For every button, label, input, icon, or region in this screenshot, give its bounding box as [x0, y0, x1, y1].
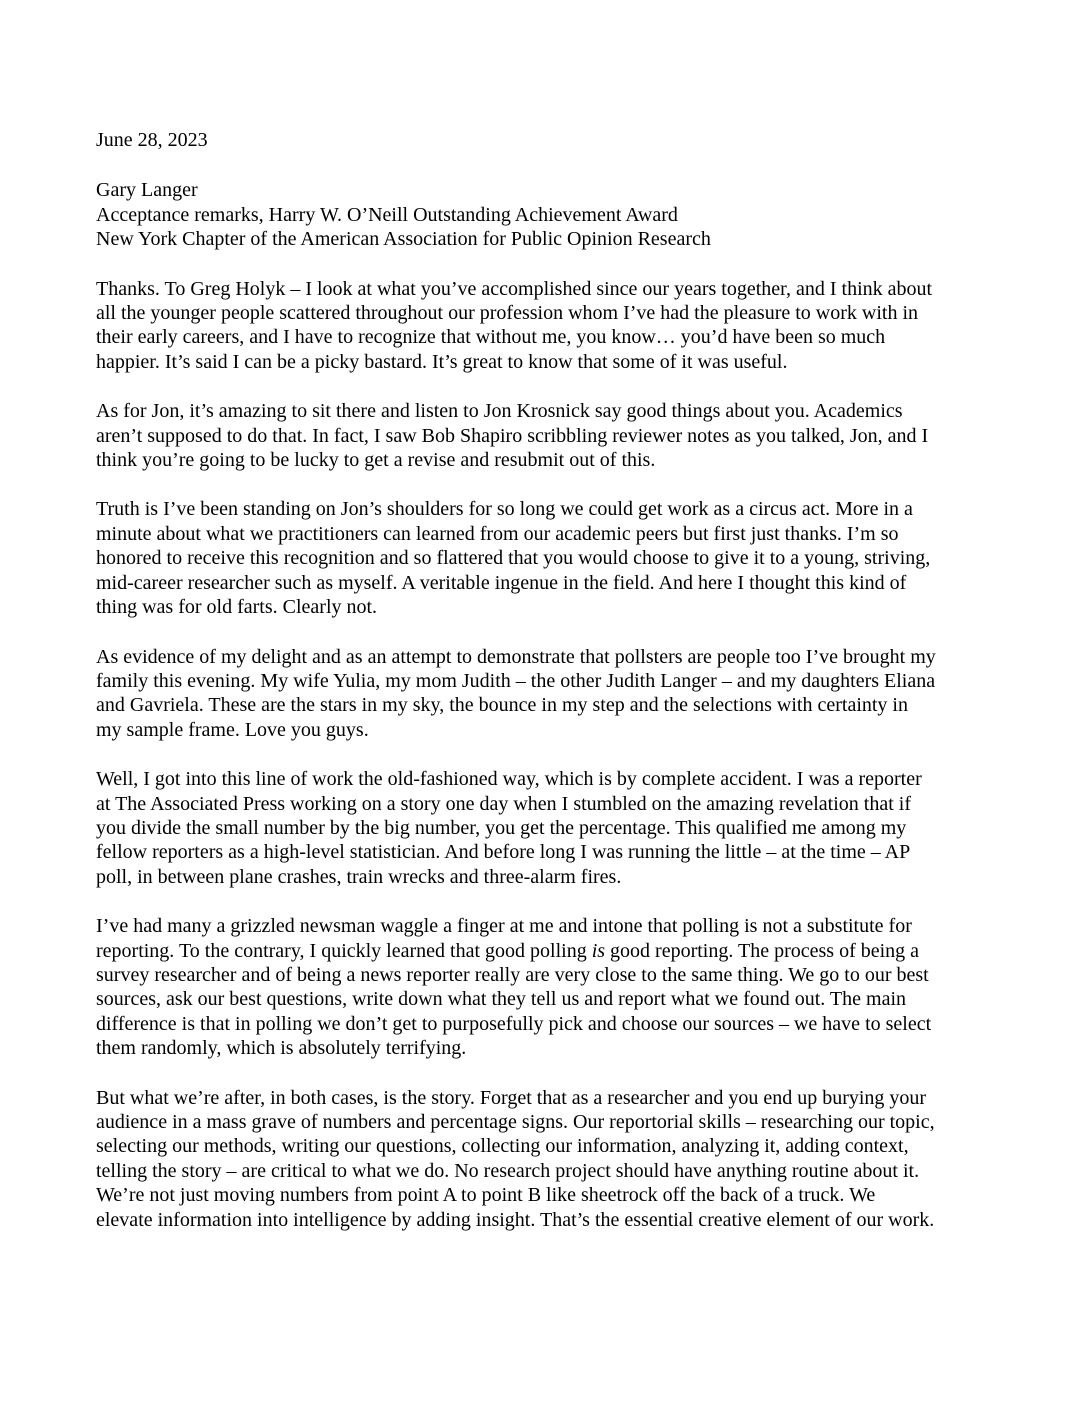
paragraph-line: But what we’re after, in both cases, is the story. Forget that as a researcher and you end up burying your: [96, 1086, 927, 1109]
paragraph-line: telling the story – are critical to what we do. No research project should have anything routine about it.: [96, 1159, 920, 1182]
paragraph-line: As for Jon, it’s amazing to sit there and listen to Jon Krosnick say good things about you. Academics: [96, 400, 903, 423]
remarks-title: Acceptance remarks, Harry W. O’Neill Outstanding Achievement Award: [96, 203, 678, 226]
paragraph-line: fellow reporters as a high-level statistician. And before long I was running the little – at the time – AP: [96, 841, 911, 864]
body-paragraph: [96, 1086, 996, 1232]
paragraph-line: Truth is I’ve been standing on Jon’s shoulders for so long we could get work as a circus act. More in a: [96, 498, 913, 521]
paragraph-line: thing was for old farts. Clearly not.: [96, 596, 378, 619]
paragraph-line: minute about what we practitioners can learned from our academic peers but first just thanks. I’m so: [96, 522, 899, 545]
paragraph-line: you divide the small number by the big number, you get the percentage. This qualified me among my: [96, 816, 907, 839]
body-paragraph: [96, 767, 996, 889]
body-paragraph: [96, 914, 996, 1060]
paragraph-line: my sample frame. Love you guys.: [96, 718, 369, 741]
paragraph-line: honored to receive this recognition and so flattered that you would choose to give it to a young, striving,: [96, 547, 931, 570]
paragraph-line: audience in a mass grave of numbers and percentage signs. Our reportorial skills – researching our topic,: [96, 1111, 935, 1133]
paragraph-line: Well, I got into this line of work the old-fashioned way, which is by complete accident. I was a reporter: [96, 768, 922, 791]
body-paragraph: [96, 277, 996, 375]
paragraph-line: reporting. To the contrary, I quickly learned that good polling is good reporting. The process of being a: [96, 939, 920, 962]
paragraph-line: selecting our methods, writing our questions, collecting our information, analyzing it, adding context,: [96, 1135, 909, 1158]
paragraph-line: them randomly, which is absolutely terrifying.: [96, 1037, 467, 1060]
paragraph-line: We’re not just moving numbers from point A to point B like sheetrock off the back of a truck. We: [96, 1184, 876, 1207]
paragraph-line: family this evening. My wife Yulia, my mom Judith – the other Judith Langer – and my daughters Eliana: [96, 669, 936, 692]
body-paragraph: [96, 645, 996, 743]
paragraph-line: Thanks. To Greg Holyk – I look at what you’ve accomplished since our years together, and I think about: [96, 277, 933, 300]
body-paragraph: [96, 399, 996, 472]
paragraph-line: sources, ask our best questions, write down what they tell us and report what we found out. The main: [96, 988, 907, 1011]
paragraph-line: happier. It’s said I can be a picky bastard. It’s great to know that some of it was useful.: [96, 350, 788, 373]
paragraph-line: think you’re going to be lucky to get a revise and resubmit out of this.: [96, 449, 656, 472]
paragraph-line: all the younger people scattered throughout our profession whom I’ve had the pleasure to work with in: [96, 302, 919, 325]
author-name: Gary Langer: [96, 179, 198, 202]
paragraph-line: and Gavriela. These are the stars in my sky, the bounce in my step and the selections with certainty in: [96, 694, 908, 717]
paragraph-line: difference is that in polling we don’t get to purposefully pick and choose our sources – we have to select: [96, 1012, 932, 1035]
organization-name: New York Chapter of the American Association for Public Opinion Research: [96, 228, 711, 251]
paragraph-line: aren’t supposed to do that. In fact, I saw Bob Shapiro scribbling reviewer notes as you talked, Jon, and I: [96, 424, 929, 447]
paragraph-line: survey researcher and of being a news reporter really are very close to the same thing. We go to our best: [96, 963, 929, 986]
paragraph-line: elevate information into intelligence by adding insight. That’s the essential creative element of our work.: [96, 1208, 935, 1231]
paragraph-line: at The Associated Press working on a story one day when I stumbled on the amazing revelation that if: [96, 792, 911, 815]
paragraphs-container: [96, 277, 996, 1232]
paragraph-line: their early careers, and I have to recognize that without me, you know… you’d have been so much: [96, 326, 886, 349]
paragraph-line: poll, in between plane crashes, train wrecks and three-alarm fires.: [96, 865, 622, 888]
body-paragraph: [96, 497, 996, 619]
paragraph-line: I’ve had many a grizzled newsman waggle a finger at me and intone that polling is not a substitute for: [96, 915, 912, 938]
letter-date: June 28, 2023: [96, 129, 208, 151]
paragraph-line: mid-career researcher such as myself. A veritable ingenue in the field. And here I thought this kind of: [96, 571, 907, 594]
letter-body: [96, 128, 996, 1257]
paragraph-line: As evidence of my delight and as an attempt to demonstrate that pollsters are people too I’ve brought my: [96, 645, 936, 668]
emphasis-text: is: [591, 939, 606, 962]
letter-header: [96, 178, 996, 251]
